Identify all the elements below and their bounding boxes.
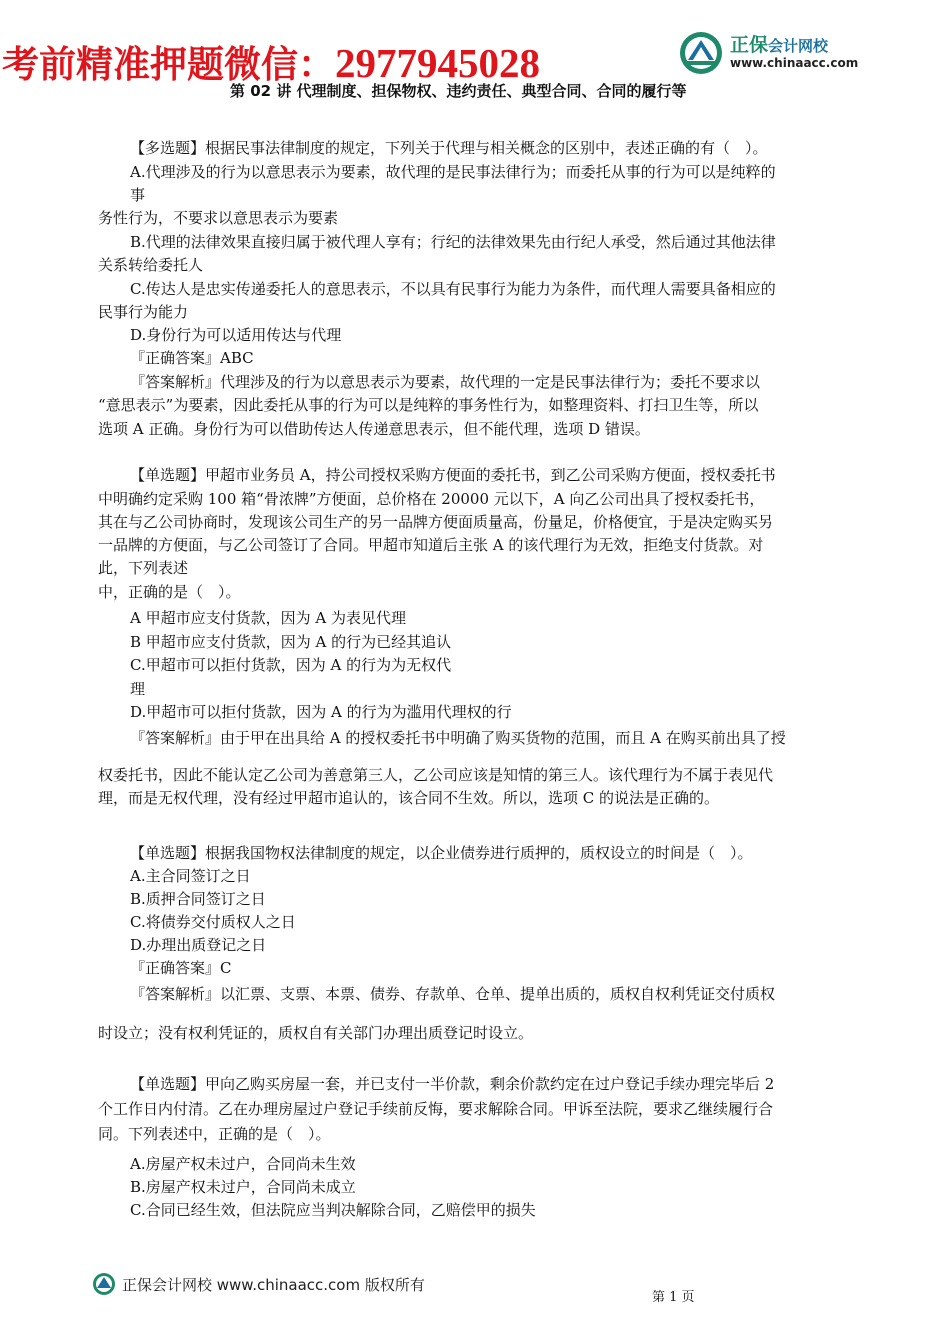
q1-stem: 【多选题】根据民事法律制度的规定，下列关于代理与相关概念的区别中，表述正确的有（ ）。 bbox=[130, 139, 768, 157]
q2-option-c: C.甲超市可以拒付货款，因为 A 的行为为无权代 bbox=[130, 656, 452, 674]
q3-option-d: D.办理出质登记之日 bbox=[130, 936, 267, 954]
q1-option-a: A.代理涉及的行为以意思表示为要素，故代理的是民事法律行为；而委托从事的行为可以是纯粹的 bbox=[130, 163, 776, 181]
q2-stem-4: 一品牌的方便面，与乙公司签订了合同。甲超市知道后主张 A 的该代理行为无效，拒绝支付货款。对 bbox=[98, 536, 764, 554]
q2-stem-2: 中明确约定采购 100 箱“骨浓牌”方便面，总价格在 20000 元以下，A 向乙公司出具了授权委托书， bbox=[98, 490, 765, 508]
q3-option-b: B.质押合同签订之日 bbox=[130, 890, 266, 908]
q2-explanation-3: 理，而是无权代理，没有经过甲超市追认的，该合同不生效。所以，选项 C 的说法是正确的。 bbox=[98, 789, 720, 807]
q4-stem-3: 同。下列表述中，正确的是（ ）。 bbox=[98, 1125, 331, 1143]
q1-option-b-cont: 关系转给委托人 bbox=[98, 256, 204, 274]
logo-name: 正保会计网校 bbox=[730, 34, 829, 56]
q2-stem-6: 中，正确的是（ ）。 bbox=[98, 583, 241, 601]
q3-explanation-2: 时设立；没有权利凭证的，质权自有关部门办理出质登记时设立。 bbox=[98, 1024, 534, 1042]
q3-stem: 【单选题】根据我国物权法律制度的规定，以企业债券进行质押的，质权设立的时间是（ ）。 bbox=[130, 844, 753, 862]
q1-explanation-3: 选项 A 正确。身份行为可以借助传达人传递意思表示，但不能代理，选项 D 错误。 bbox=[98, 420, 650, 438]
q2-option-c-cont: 理 bbox=[130, 680, 146, 698]
q4-stem: 【单选题】甲向乙购买房屋一套，并已支付一半价款，剩余价款约定在过户登记手续办理完毕后 2 bbox=[130, 1075, 775, 1093]
q2-option-d: D.甲超市可以拒付货款，因为 A 的行为为滥用代理权的行 bbox=[130, 703, 512, 721]
q1-explanation: 『答案解析』代理涉及的行为以意思表示为要素，故代理的一定是民事法律行为；委托不要求以 bbox=[130, 373, 761, 391]
q1-option-c-cont: 民事行为能力 bbox=[98, 303, 189, 321]
q1-option-a-cont2: 务性行为，不要求以意思表示为要素 bbox=[98, 209, 339, 227]
q4-option-b: B.房屋产权未过户，合同尚未成立 bbox=[130, 1178, 356, 1196]
q2-stem: 【单选题】甲超市业务员 A，持公司授权采购方便面的委托书，到乙公司采购方便面，授权委托书 bbox=[130, 466, 776, 484]
q4-stem-2: 个工作日内付清。乙在办理房屋过户登记手续前反悔，要求解除合同。甲诉至法院，要求乙继续履行合 bbox=[98, 1100, 774, 1118]
q2-stem-3: 其在与乙公司协商时，发现该公司生产的另一品牌方便面质量高，份量足，价格便宜，于是决定购买另 bbox=[98, 513, 774, 531]
q4-option-c: C.合同已经生效，但法院应当判决解除合同，乙赔偿甲的损失 bbox=[130, 1201, 536, 1219]
q4-option-a: A.房屋产权未过户，合同尚未生效 bbox=[130, 1155, 356, 1173]
q2-option-b: B 甲超市应支付货款，因为 A 的行为已经其追认 bbox=[130, 633, 452, 651]
q1-option-a-cont: 事 bbox=[130, 186, 146, 204]
q2-stem-5: 此，下列表述 bbox=[98, 559, 189, 577]
q1-option-d: D.身份行为可以适用传达与代理 bbox=[130, 326, 342, 344]
footer-logo-icon bbox=[92, 1272, 116, 1296]
logo-icon bbox=[678, 30, 724, 76]
q1-option-b: B.代理的法律效果直接归属于被代理人享有；行纪的法律效果先由行纪人承受，然后通过其他法律 bbox=[130, 233, 776, 251]
q1-answer: 『正确答案』ABC bbox=[130, 349, 254, 367]
q1-explanation-2: “意思表示”为要素，因此委托从事的行为可以是纯粹的事务性行为，如整理资料、打扫卫生等，所以 bbox=[98, 396, 759, 414]
promo-banner bbox=[2, 34, 540, 88]
q2-explanation: 『答案解析』由于甲在出具给 A 的授权委托书中明确了购买货物的范围，而且 A 在购买前出具了授 bbox=[130, 729, 786, 747]
page-number: 第 1 页 bbox=[652, 1290, 695, 1305]
logo-url: www.chinaacc.com bbox=[730, 56, 859, 70]
q3-option-c: C.将债券交付质权人之日 bbox=[130, 913, 296, 931]
section-heading: 第 02 讲 代理制度、担保物权、违约责任、典型合同、合同的履行等 bbox=[230, 82, 687, 100]
q2-option-a: A 甲超市应支付货款，因为 A 为表见代理 bbox=[130, 609, 406, 627]
q3-option-a: A.主合同签订之日 bbox=[130, 867, 251, 885]
q3-explanation: 『答案解析』以汇票、支票、本票、债券、存款单、仓单、提单出质的，质权自权利凭证交付质权 bbox=[130, 985, 776, 1003]
footer-copyright: 正保会计网校 www.chinaacc.com 版权所有 bbox=[122, 1276, 425, 1294]
q1-option-c: C.传达人是忠实传递委托人的意思表示，不以具有民事行为能力为条件，而代理人需要具备相应的 bbox=[130, 280, 776, 298]
q3-answer: 『正确答案』C bbox=[130, 959, 232, 977]
site-logo bbox=[678, 28, 863, 78]
q2-explanation-2: 权委托书，因此不能认定乙公司为善意第三人，乙公司应该是知情的第三人。该代理行为不属于表见代 bbox=[98, 766, 774, 784]
promo-prefix: 考前精准押题微信： bbox=[2, 43, 335, 86]
promo-number: 2977945028 bbox=[335, 40, 540, 86]
